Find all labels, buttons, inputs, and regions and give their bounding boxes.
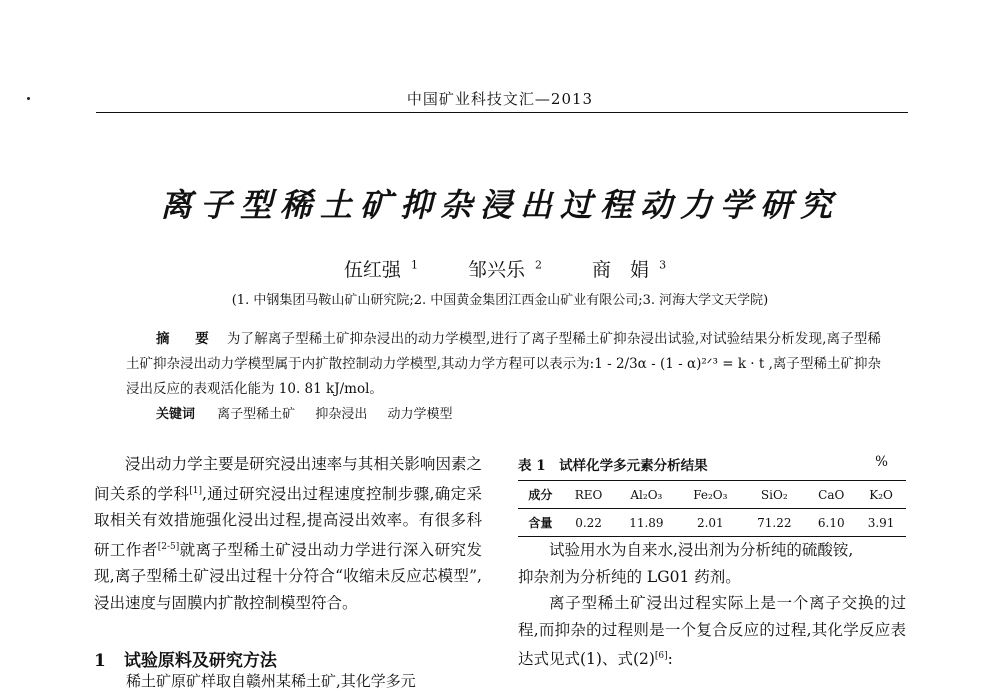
table-column-header: Fe₂O₃ <box>678 481 742 509</box>
section-title: 试验原料及研究方法 <box>123 651 277 671</box>
section-heading <box>94 646 277 671</box>
table-cell: 3.91 <box>867 515 895 530</box>
composition-table <box>518 480 906 537</box>
citation: [1] <box>189 485 202 496</box>
table-column-header: K₂O <box>856 481 906 509</box>
table-unit: % <box>875 454 888 470</box>
table-header-row <box>518 481 906 509</box>
keyword: 离子型稀土矿 <box>217 407 296 422</box>
table-cell: 0.22 <box>575 515 602 530</box>
left-column-body <box>94 451 482 616</box>
keyword: 抑杂浸出 <box>315 407 368 422</box>
table-cell: 6.10 <box>817 515 845 530</box>
paragraph-continued: 抑杂剂为分析纯的 LG01 药剂。 <box>518 567 741 586</box>
table-row <box>518 509 906 537</box>
author: 伍红强 $^1$ <box>343 258 418 281</box>
table-column-header: Al₂O₃ <box>614 481 678 509</box>
keyword: 动力学模型 <box>387 407 453 422</box>
journal-header: 中国矿业科技文汇—2013 <box>406 90 594 108</box>
author-list <box>0 255 1000 282</box>
table-cell: 11.89 <box>629 515 664 530</box>
abstract-text: 为了解离子型稀土矿抑杂浸出的动力学模型,进行了离子型稀土矿抑杂浸出试验,对试验结果分析发现,离子型稀土矿抑杂浸出动力学模型属于内扩散控制动力学模型,其动力学方程可以表示为:1 - 2/3α - (1 - α)²ᐟ³ = k · t ,离子型稀土矿抑杂浸出反应的表观活化能为 10. 81 kJ/mol。 <box>126 331 882 397</box>
paragraph: 离子型稀土矿浸出过程实际上是一个离子交换的过程,而抑杂的过程则是一个复合反应的过程,其化学反应表达式见式(1)、式(2)[6]: <box>518 594 906 669</box>
table-column-header: REO <box>563 481 615 509</box>
affiliations: (1. 中钢集团马鞍山矿山研究院;2. 中国黄金集团江西金山矿业有限公司;3. 河海大学文天学院) <box>231 293 769 308</box>
author: 商 娟 $^3$ <box>592 258 667 281</box>
right-column-body <box>518 537 906 673</box>
abstract-label: 摘 要 <box>156 331 215 347</box>
table-row-label: 含量 <box>528 516 553 530</box>
keywords <box>156 403 468 422</box>
keywords-label: 关键词 <box>156 407 196 422</box>
author: 邹兴乐 $^2$ <box>467 258 542 281</box>
paragraph: 试验用水为自来水,浸出剂为分析纯的硫酸铵, <box>549 541 854 559</box>
abstract <box>126 327 881 402</box>
table-caption: 表 1 试样化学多元素分析结果 % <box>518 454 888 474</box>
citation: [2-5] <box>157 541 180 552</box>
article-title: 离子型稀土矿抑杂浸出过程动力学研究 <box>159 186 840 224</box>
truncated-paragraph: 稀土矿原矿样取自赣州某稀土矿,其化学多元 <box>126 672 416 690</box>
header-rule <box>96 112 908 113</box>
table-column-header: CaO <box>806 481 856 509</box>
table-header-label: 成分 <box>518 481 563 509</box>
paragraph: 浸出动力学主要是研究浸出速率与其相关影响因素之间关系的学科[1],通过研究浸出过程速度控制步骤,确定采取相关有效措施强化浸出过程,提高浸出效率。有很多科研工作者[2-5]就离子型稀土矿浸出动力学进行深入研究发现,离子型稀土矿浸出过程十分符合“收缩未反应芯模型”,浸出速度与固膜内扩散控制模型符合。 <box>94 455 482 612</box>
citation: [6] <box>654 651 668 661</box>
table-cell: 71.22 <box>757 515 792 530</box>
table-column-header: SiO₂ <box>742 481 806 509</box>
section-number: 1 <box>94 651 106 671</box>
table-cell: 2.01 <box>696 515 724 530</box>
